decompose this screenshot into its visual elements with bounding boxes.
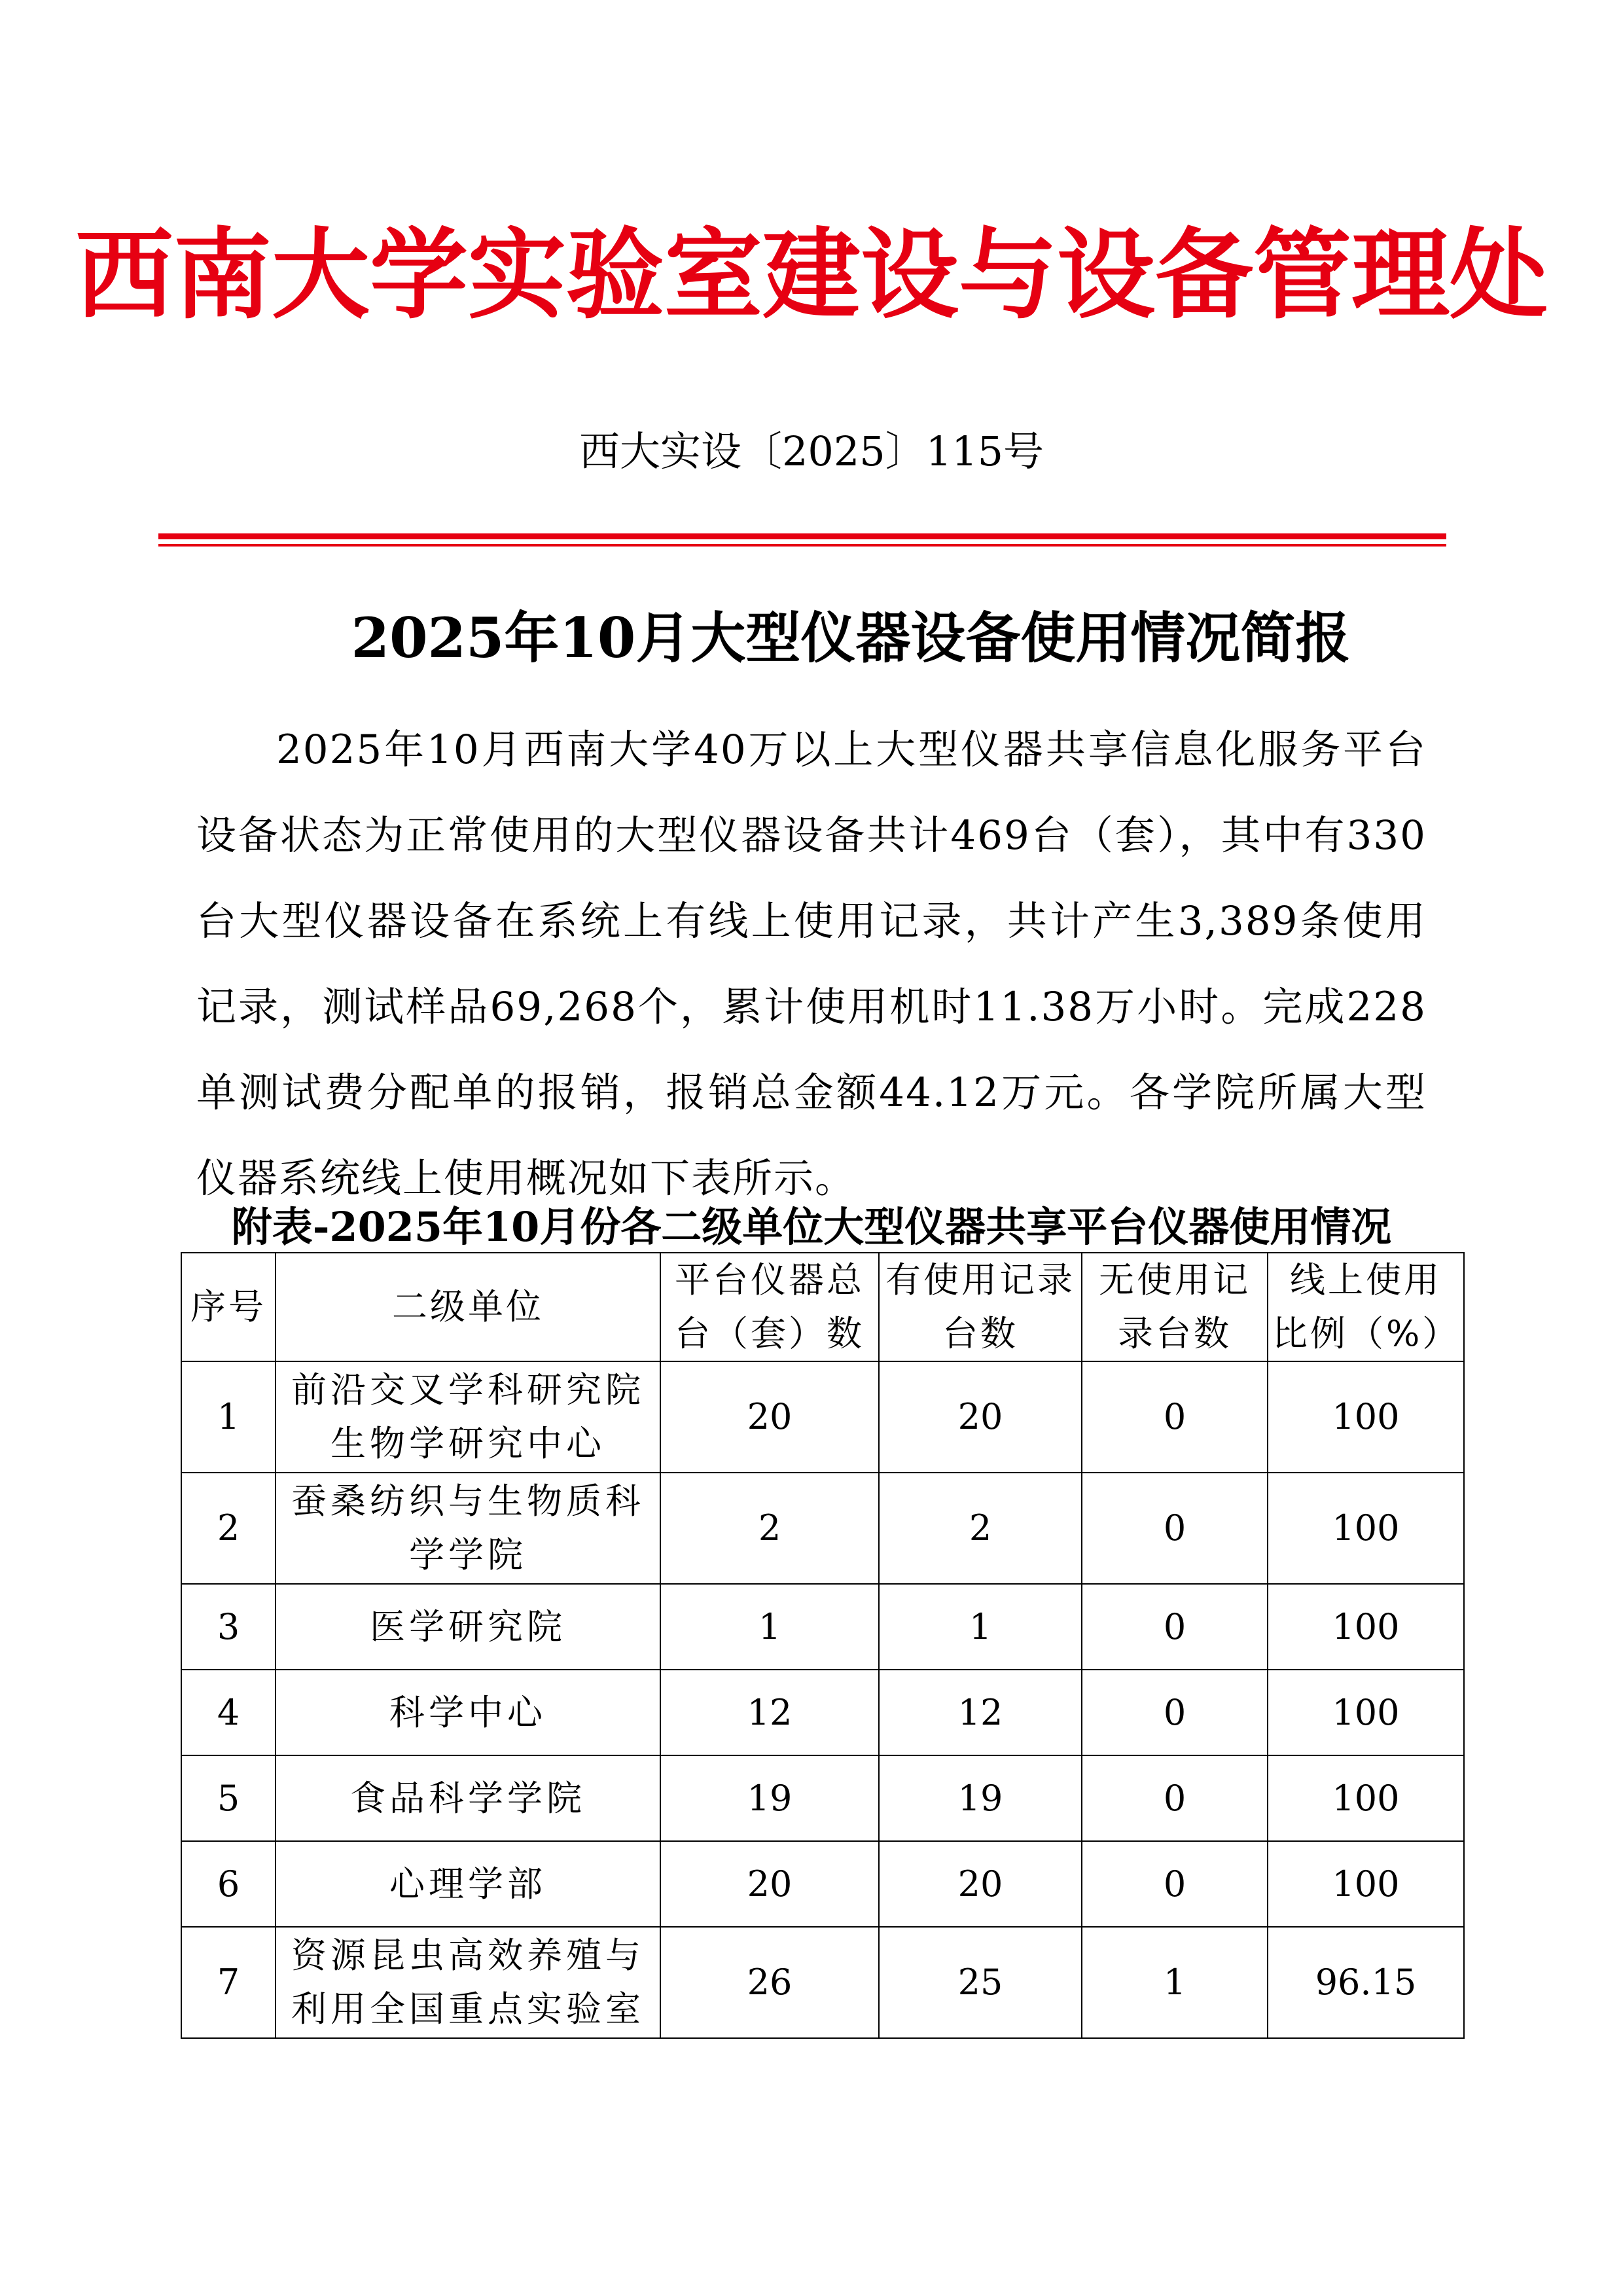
cell-used: 20	[879, 1361, 1082, 1473]
report-paragraph: 2025年10月西南大学40万以上大型仪器共享信息化服务平台设备状态为正常使用的大型仪器设备共计469台（套），其中有330台大型仪器设备在系统上有线上使用记录，共计产生3,389条使用记录，测试样品69,268个，累计使用机时11.38万小时。完成228单测试费分配单的报销，报销总金额44.12万元。各学院所属大型仪器系统线上使用概况如下表所示。	[196, 726, 1427, 1202]
cell-used: 25	[879, 1927, 1082, 2038]
cell-index: 3	[181, 1584, 276, 1670]
cell-unit: 科学中心	[276, 1670, 660, 1755]
table-row	[181, 1361, 1464, 1473]
cell-used: 19	[879, 1755, 1082, 1841]
cell-unused: 0	[1082, 1670, 1268, 1755]
cell-index: 7	[181, 1927, 276, 2038]
header-unused: 无使用记录台数	[1082, 1253, 1268, 1361]
cell-used: 12	[879, 1670, 1082, 1755]
cell-total: 1	[660, 1584, 879, 1670]
table-row	[181, 1755, 1464, 1841]
cell-total: 12	[660, 1670, 879, 1755]
cell-used: 20	[879, 1841, 1082, 1927]
cell-ratio: 100	[1268, 1361, 1464, 1473]
cell-unused: 0	[1082, 1473, 1268, 1584]
cell-ratio: 100	[1268, 1473, 1464, 1584]
table-row	[181, 1584, 1464, 1670]
red-divider-thick	[158, 533, 1446, 539]
report-title: 2025年10月大型仪器设备使用情况简报	[351, 605, 1351, 670]
document-number: 西大实设〔2025〕115号	[579, 427, 1044, 475]
cell-total: 26	[660, 1927, 879, 2038]
cell-index: 5	[181, 1755, 276, 1841]
cell-total: 20	[660, 1841, 879, 1927]
header-total: 平台仪器总台（套）数	[660, 1253, 879, 1361]
cell-index: 1	[181, 1361, 276, 1473]
masthead-org-name: 西南大学实验室建设与设备管理处	[75, 217, 1548, 332]
cell-index: 6	[181, 1841, 276, 1927]
header-unit: 二级单位	[276, 1253, 660, 1361]
table-row	[181, 1670, 1464, 1755]
cell-unit: 资源昆虫高效养殖与利用全国重点实验室	[276, 1927, 660, 2038]
cell-unit: 前沿交叉学科研究院生物学研究中心	[276, 1361, 660, 1473]
cell-ratio: 100	[1268, 1584, 1464, 1670]
cell-index: 4	[181, 1670, 276, 1755]
header-index: 序号	[181, 1253, 276, 1361]
table-header-row	[181, 1253, 1464, 1361]
header-ratio: 线上使用比例（%）	[1268, 1253, 1464, 1361]
cell-total: 2	[660, 1473, 879, 1584]
cell-ratio: 100	[1268, 1670, 1464, 1755]
cell-unit: 食品科学学院	[276, 1755, 660, 1841]
cell-unused: 0	[1082, 1361, 1268, 1473]
cell-unit: 医学研究院	[276, 1584, 660, 1670]
cell-unit: 心理学部	[276, 1841, 660, 1927]
cell-used: 1	[879, 1584, 1082, 1670]
cell-index: 2	[181, 1473, 276, 1584]
cell-unit: 蚕桑纺织与生物质科学学院	[276, 1473, 660, 1584]
cell-ratio: 100	[1268, 1755, 1464, 1841]
table-row	[181, 1841, 1464, 1927]
table-row	[181, 1927, 1464, 2038]
cell-ratio: 100	[1268, 1841, 1464, 1927]
table-row	[181, 1473, 1464, 1584]
header-used: 有使用记录台数	[879, 1253, 1082, 1361]
cell-ratio: 96.15	[1268, 1927, 1464, 2038]
cell-unused: 0	[1082, 1755, 1268, 1841]
cell-unused: 0	[1082, 1841, 1268, 1927]
table-caption: 附表-2025年10月份各二级单位大型仪器共享平台仪器使用情况	[231, 1203, 1392, 1251]
cell-unused: 0	[1082, 1584, 1268, 1670]
cell-total: 19	[660, 1755, 879, 1841]
red-divider-thin	[158, 544, 1446, 547]
cell-used: 2	[879, 1473, 1082, 1584]
cell-unused: 1	[1082, 1927, 1268, 2038]
cell-total: 20	[660, 1361, 879, 1473]
usage-table	[181, 1252, 1465, 2039]
